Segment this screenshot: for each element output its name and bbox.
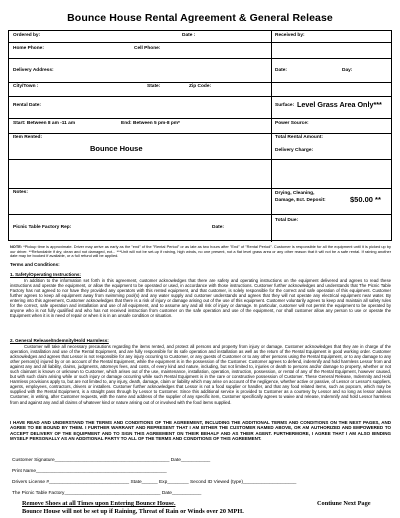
total-rental-amount-label: Total Rental Amount: (275, 135, 323, 140)
start-time-label: Start: Between 8 am -11 am (13, 121, 76, 126)
home-phone-label: Home Phone: (13, 46, 44, 51)
customer-signature-line: Customer Signature___________________________________________ Date___________ (12, 458, 211, 463)
date-label: Date : (182, 33, 196, 38)
drivers-license-line: Drivers License #______________________________ State______ Exp________ Second ID Viewed (type)____________________ (12, 480, 297, 485)
notes-label: Notes: (13, 190, 28, 195)
note-lead: NOTE: (10, 244, 23, 249)
section-1-text: In addition to the information set forth in this agreement, customer acknowledges that there are safety and operating instructions on the equipment delivered and agrees to read these instructions and operate the equipment, or allow the equipment to be operated or used, in accordance with those instructions. Customer further acknowledges and understands that The Picnic Table Factory has not agreed to nor have they provided any operators with this rented equipment, and that customer, is solely responsible for the correct and safe operation of this equipment. Customer further agrees to keep all equipment away from swimming pool(s) and any water supply and customer understands and agrees that they will not operate any electrical equipment near water. By entering into this agreement, Customer acknowledges that there is a risk of injury or damage arising out of the use of this equipment. Customer voluntarily agrees to keep and maintain all safety rules for the correct, safe operation and installation and use of all equipment, and to assume any and all risk of injury or damage. In particular, customer will not permit the equipment to be operated by anyone who is not fully qualified and who has not received instruction from customer on the safe operation and use of the equipment, nor shall customer allow any person to use or operate the Equipment when it is in need of repair or when it is in an unsafe condition or situation. (10, 278, 391, 319)
surface-label: Surface: (275, 103, 295, 108)
footer-shoes-notice: Remove Shoes at all Times upon Entering Bounce House. (22, 500, 176, 507)
cell-phone-label: Cell Phone: (134, 46, 161, 51)
continue-next-page: Contiune Next Page (317, 500, 371, 507)
picnic-table-factory-line: The Picnic Table Factory____________________________________ Date___________ (12, 491, 202, 496)
rep-date-label: Date: (212, 225, 224, 230)
ordered-by-label: Ordered by: (13, 33, 41, 38)
item-rented-value: Bounce House (90, 144, 143, 153)
rental-date-label: Rental Date: (13, 103, 41, 108)
picnic-table-rep-label: Picnic Table Factory Rep: (13, 225, 72, 230)
pickup-note (10, 245, 391, 259)
state-label: State: (147, 84, 161, 89)
power-source-label: Power Source: (275, 121, 309, 126)
delivery-date-label: Date: (275, 68, 287, 73)
received-by-label: Received by: (275, 33, 305, 38)
item-rented-label: Item Rented: (13, 135, 43, 140)
note-body: *Pickup time is approximate. Driver may arrive as early as the "end" of the "Rental Period" or as late as two hours after "End" of "Rental Period". Customer is responsible for all the equipment until it is picked up by our driver. **Refundable if dry, clean and not damaged, ect... ***Unit will not be set-up if raining, high winds, no one present, not a flat level grass area or any other reason that it will not be a safe rental. If raining another date may be booked if available, or a full refund will be applied. (10, 244, 391, 259)
surface-value: Level Grass Area Only*** (297, 100, 382, 109)
document-title: Bounce House Rental Agreement & General Release (67, 12, 333, 24)
order-form-grid (8, 30, 392, 241)
section-2-heading: 2. General Release/Indemnity/Hold Harmless: (10, 338, 109, 343)
section-2-text: Customer will take all necessary precautions regarding the items rented, and protect all persons and property from injury or damage. Customer acknowledges that they are in charge of the operation, installation and use of the Rental Equipment, and are fully responsible for its safe operation and installation as well as the return of the Rental Equipment in good working order. Customer acknowledges and agrees that Lessor is not responsible for any injury occurring to Customer, or any guests of Customer or to any other persons using the Rental Equipment, or to any damage to any other person(s) injured by or on account of the Rental Equipment, while the equipment is in the possession of the Customer. Customer agrees to defend, indemnify and hold harmless Lessor from and against any and all liability, claims, judgments, attorneys fees, and costs, of every kind and nature, including, but not limited to, injuries or death to persons and/or damage to property, whether or not such claimant is known or unknown to Customer, which arises out of the use, maintenance, installation, operation, instruction, possession, or rental of any of the Rental Equipment, however caused, but with such claim arising while or such injury or damage occurring while such Rental Equipment is in the care or constructive possession of Customer. These General Release, Indemnity and Hold Harmless provisions apply to, but are not limited to, any injury, death, damage, claim or liability which may arise on account of the negligence, whether active or passive, of Lessor or Lessor's suppliers, agents, employees, contractors, drivers or installers. Customer further acknowledges that Lessor is not a food supplier or handler, and that any food related items, such as popcorn, which may be supplied with the Rental Equipment, is a straight pass through by Lessor to Customer. Since this additional service is provided to Customer as a courtesy by Lessor and so long as lessor advises Customer, in writing, after Customer requests, with the name and address of the supplier of any specific item, Customer specifically agrees to waive and release, Indemnify and hold Lessor harmless from and against any and all claims of whatever kind or nature arising out of or involved with the food items supplied. (10, 344, 391, 405)
print-name-line: Print Name_________________________________________________ (12, 469, 167, 474)
total-due-label: Total Due: (275, 218, 299, 223)
day-label: Day: (342, 68, 353, 73)
city-town-label: City/Town : (13, 84, 39, 89)
delivery-address-label: Delivery Address: (13, 68, 54, 73)
acknowledgement-text: I HAVE READ AND UNDERSTAND THE TERMS AND CONDITIONS OF THE AGREEMENT, INCLUDING THE ADDITIONAL TERMS AND CONDITIONS ON THE NEXT PAGES, AND AGREE TO BE BOUND BY THEM. I FURTHER WARRANT AND REPRESENT THAT I AM EITHER THE CUSTOMER NAMED ABOVE, OR AM AUTHORIZED AND EMPOWERED TO ACCEPT DELIVERY OF THE EQUIPMENT AND TO SIGN THIS AGREEMENT ON THEIR BEHALF AND AS THEIR AGENT. FURTHERMORE, I AGREE THAT I AM ALSO BINDING MYSELF PERSONALLY AS AN ADDITIONAL PARTY TO ALL OF THE TERMS AND CONDITIONS OF THIS AGREEMENT. (10, 420, 391, 441)
delivery-charge-label: Delivery Charge: (275, 148, 314, 153)
deposit-value: $50.00 ** (350, 195, 381, 204)
footer-weather-notice: Bounce House will not be set up if Raining, Threat of Rain or Winds over 20 MPH. (22, 508, 244, 515)
section-1-heading: 1. Safety/Operating Instructions: (10, 272, 81, 277)
terms-heading: Terms and Conditions: (10, 262, 60, 267)
zip-code-label: Zip Code: (189, 84, 212, 89)
end-time-label: End: Between 5 pm-8 pm* (121, 121, 180, 126)
deposit-label: Drying, Cleaning, Damage, Ect. Deposit: (275, 191, 326, 203)
